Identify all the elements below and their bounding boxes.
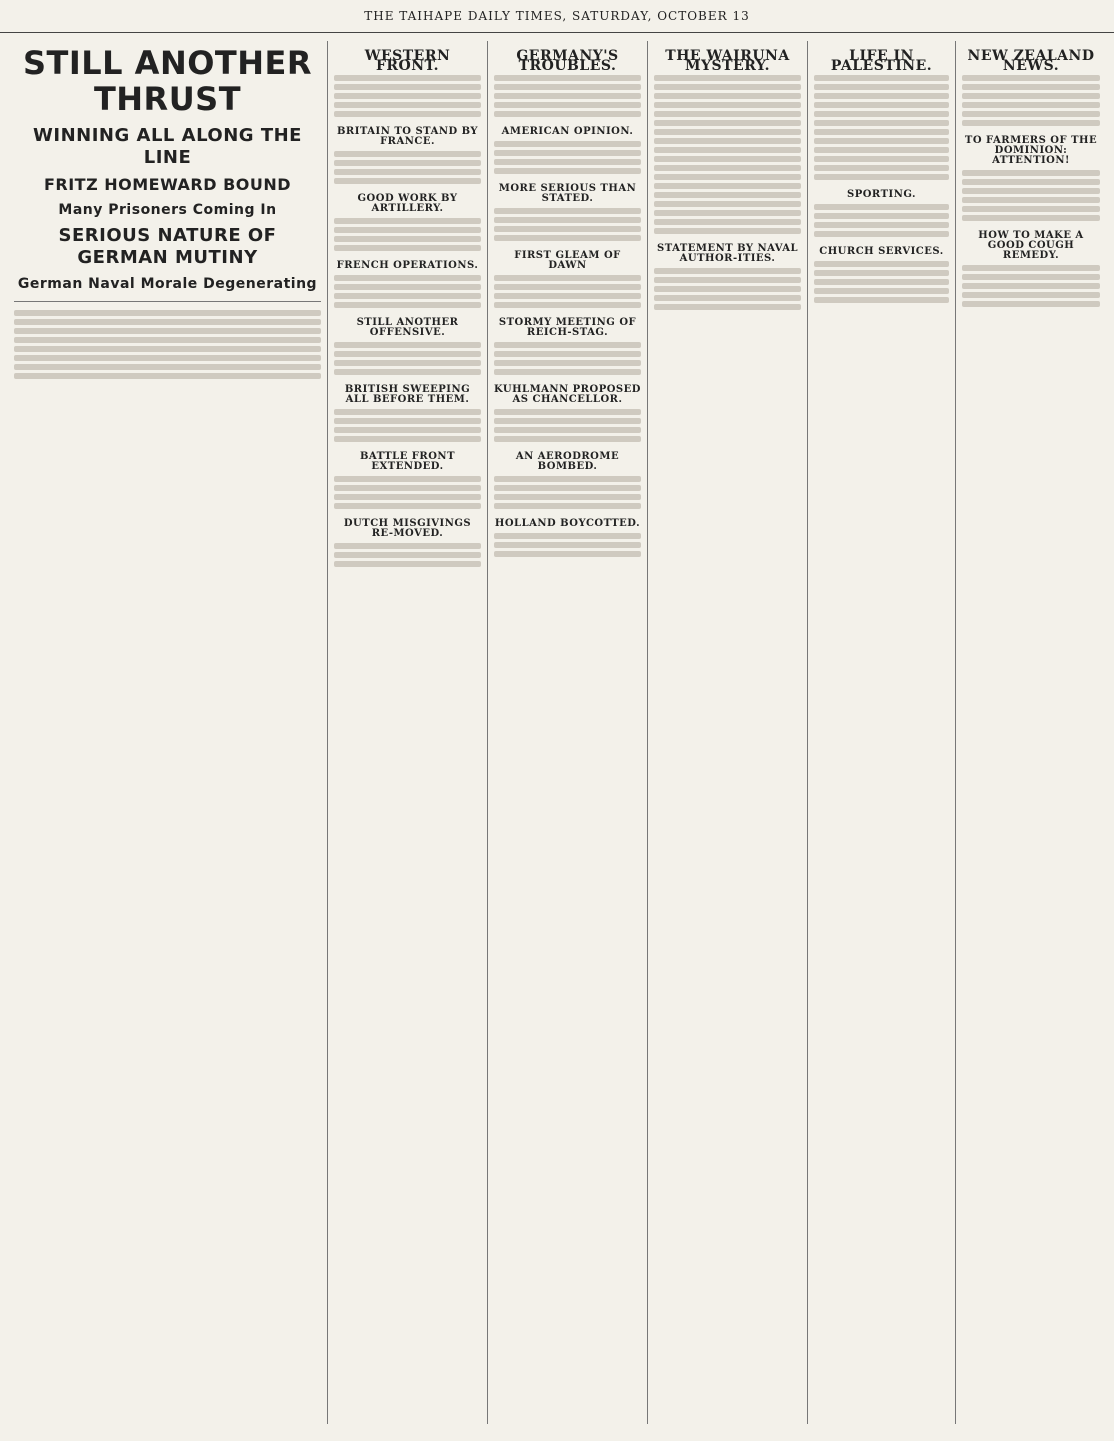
section-heading: NEW ZEALAND NEWS. [967,48,1095,74]
section-heading: GERMANY'S TROUBLES. [516,48,619,74]
section-heading: AMERICAN OPINION. [501,126,634,137]
section-heading: FRENCH OPERATIONS. [336,260,479,271]
section-heading: SPORTING. [846,189,916,200]
section-heading: WESTERN FRONT. [364,48,451,74]
banner-headline-3: FRITZ HOMEWARD BOUND [43,175,292,194]
section-heading: KUHLMANN PROPOSED AS CHANCELLOR. [494,384,641,405]
section-heading: THE WAIRUNA MYSTERY. [665,48,790,74]
section-heading: STATEMENT BY NAVAL AUTHOR-ITIES. [657,243,798,264]
section-heading: CHURCH SERVICES. [819,246,944,257]
section-heading: STORMY MEETING OF REICH-STAG. [498,317,637,338]
section-heading: AN AERODROME BOMBED. [515,451,620,472]
section-heading: DUTCH MISGIVINGS RE-MOVED. [343,518,472,539]
section-heading: TO FARMERS OF THE DOMINION: ATTENTION! [964,135,1098,166]
banner-headline-2: WINNING ALL ALONG THE LINE [33,125,302,168]
column-5 [648,41,808,1424]
section-heading: BRITAIN TO STAND BY FRANCE. [336,126,479,147]
column-3 [328,41,488,1424]
section-heading: GOOD WORK BY ARTILLERY. [357,193,458,214]
section-heading: HOLLAND BOYCOTTED. [494,518,641,529]
column-6 [808,41,956,1424]
section-heading: BRITISH SWEEPING ALL BEFORE THEM. [344,384,471,405]
column-4 [488,41,648,1424]
section-heading: BATTLE FRONT EXTENDED. [359,451,456,472]
column-7 [956,41,1106,1424]
front-banner [8,41,328,1424]
section-heading: MORE SERIOUS THAN STATED. [498,183,637,204]
section-heading: FIRST GLEAM OF DAWN [514,250,621,271]
section-heading: LIFE IN PALESTINE. [830,48,933,74]
newspaper-page [0,33,1114,1424]
banner-headline-5: SERIOUS NATURE OF GERMAN MUTINY [58,225,277,268]
section-heading: HOW TO MAKE A GOOD COUGH REMEDY. [978,230,1084,261]
banner-headline-6: German Naval Morale Degenerating [17,276,318,292]
banner-headline-1: STILL ANOTHER THRUST [22,44,313,118]
section-heading: STILL ANOTHER OFFENSIVE. [356,317,459,338]
masthead: THE TAIHAPE DAILY TIMES, SATURDAY, OCTOBER 13 [0,0,1114,33]
banner-headline-4: Many Prisoners Coming In [58,202,277,218]
